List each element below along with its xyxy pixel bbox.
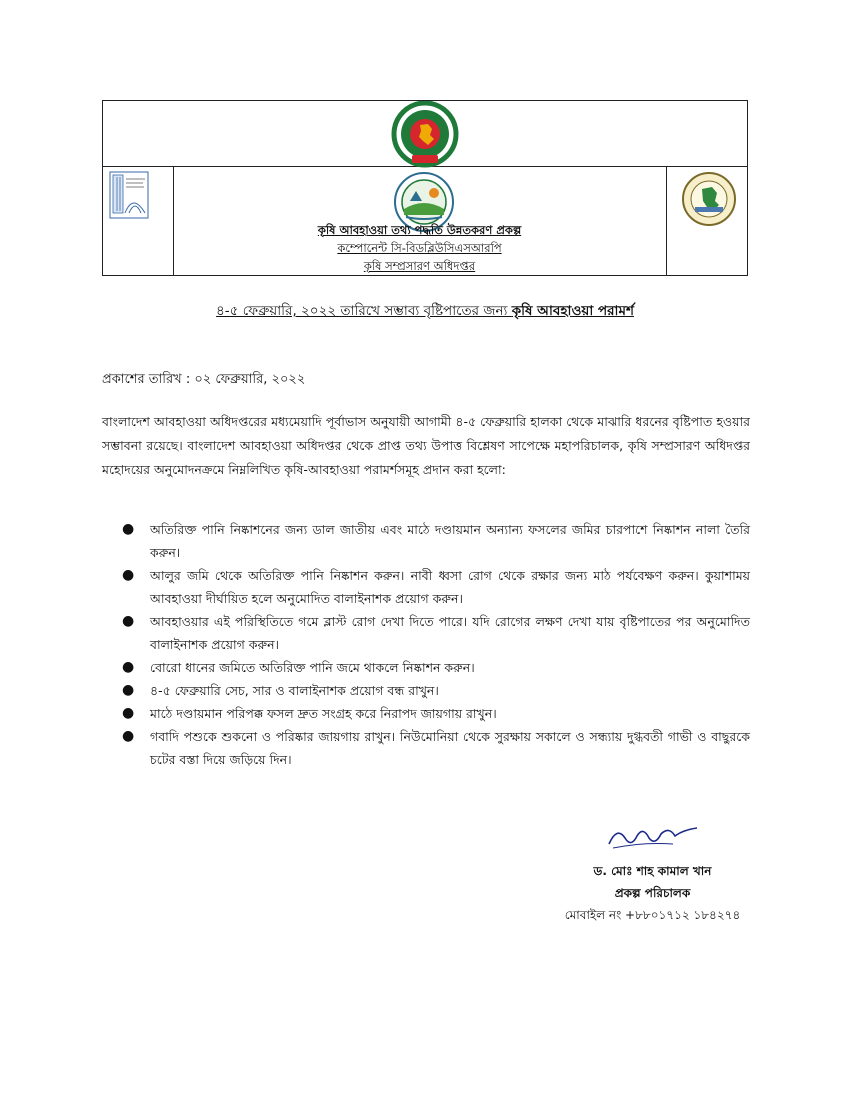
advice-text: বোরো ধানের জমিতে অতিরিক্ত পানি জমে থাকলে নিষ্কাশন করুন। <box>150 660 475 675</box>
bullet-icon: ● <box>122 659 135 675</box>
signatory-role: প্রকল্প পরিচালক <box>614 886 691 900</box>
advice-text: মাঠে দণ্ডায়মান পরিপক্ক ফসল দ্রুত সংগ্রহ করে নিরাপদ জায়গায় রাখুন। <box>150 706 497 721</box>
bmd-logo <box>109 171 149 219</box>
advice-text: আলুর জমি থেকে অতিরিক্ত পানি নিষ্কাশন করুন। নাবী ধ্বসা রোগ থেকে রক্ষার জন্য মাঠ পর্যবেক্ষণ করুন। কুয়াশাময় আবহাওয়া দীর্ঘায়িত হলে অনুমোদিত বালাইনাশক প্রয়োগ করুন। <box>150 568 750 606</box>
document-title <box>0 300 850 323</box>
header-text-block <box>173 221 666 275</box>
advice-text: অতিরিক্ত পানি নিষ্কাশনের জন্য ডাল জাতীয় এবং মাঠে দণ্ডায়মান অন্যান্য ফসলের জমির চারপাশে নিষ্কাশন নালা তৈরি করুন। <box>150 522 750 560</box>
bullet-icon: ● <box>122 521 135 537</box>
advice-item <box>122 679 750 702</box>
signature-block <box>560 818 745 926</box>
component-name: কম্পোনেন্ট সি-বিডব্লিউসিএসআরপি <box>337 241 502 255</box>
signature-scribble <box>603 818 703 852</box>
project-name: কৃষি আবহাওয়া তথ্য পদ্ধতি উন্নতকরণ প্রকল্প <box>317 223 522 237</box>
signatory-name: ড. মোঃ শাহ কামাল খান <box>593 864 712 878</box>
bullet-icon: ● <box>122 567 135 583</box>
department-name: কৃষি সম্প্রসারণ অধিদপ্তর <box>363 259 476 273</box>
header-divider-right <box>666 166 667 275</box>
advice-text: গবাদি পশুকে শুকনো ও পরিষ্কার জায়গায় রাখুন। নিউমোনিয়া থেকে সুরক্ষায় সকালে ও সন্ধ্যায় দুগ্ধবতী গাভী ও বাছুরকে চটের বস্তা দিয়ে জড়িয়ে দিন। <box>150 729 750 767</box>
signatory-mobile: মোবাইল নং +৮৮০১৭১২ ১৮৪২৭৪ <box>564 908 741 922</box>
title-prefix: ৪-৫ ফেব্রুয়ারি, ২০২২ তারিখে সম্ভাব্য বৃষ্টিপাতের জন্য <box>216 303 512 319</box>
partner-seal-logo <box>681 171 737 227</box>
bullet-icon: ● <box>122 682 135 698</box>
header-table <box>102 100 748 276</box>
advice-item <box>122 725 750 771</box>
publish-date: প্রকাশের তারিখ : ০২ ফেব্রুয়ারি, ২০২২ <box>102 372 306 387</box>
advice-item <box>122 702 750 725</box>
government-seal-logo <box>390 101 460 169</box>
bullet-icon: ● <box>122 728 135 744</box>
advice-text: আবহাওয়ার এই পরিস্থিতিতে গমে ব্লাস্ট রোগ দেখা দিতে পারে। যদি রোগের লক্ষণ দেখা যায় বৃষ্টিপাতের পর অনুমোদিত বালাইনাশক প্রয়োগ করুন। <box>150 614 750 652</box>
intro-paragraph: বাংলাদেশ আবহাওয়া অধিদপ্তরের মধ্যমেয়াদি পূর্বাভাস অনুযায়ী আগামী ৪-৫ ফেব্রুয়ারি হালকা থেকে মাঝারি ধরনের বৃষ্টিপাত হওয়ার সম্ভাবনা রয়েছে। বাংলাদেশ আবহাওয়া অধিদপ্তর থেকে প্রাপ্ত তথ্য উপাত্ত বিশ্লেষণ সাপেক্ষে মহাপরিচালক, কৃষি সম্প্রসারণ অধিদপ্তর মহোদয়ের অনুমোদনক্রমে নিম্নলিখিত কৃষি-আবহাওয়া পরামর্শসমূহ প্রদান করা হলো: <box>102 414 750 477</box>
advice-item <box>122 518 750 564</box>
advice-item <box>122 656 750 679</box>
bullet-icon: ● <box>122 613 135 629</box>
advice-text: ৪-৫ ফেব্রুয়ারি সেচ, সার ও বালাইনাশক প্রয়োগ বন্ধ রাখুন। <box>150 683 439 698</box>
title-bold: কৃষি আবহাওয়া পরামর্শ <box>511 303 634 319</box>
advice-item <box>122 610 750 656</box>
advice-item <box>122 564 750 610</box>
bullet-icon: ● <box>122 705 135 721</box>
advice-list <box>122 518 750 771</box>
